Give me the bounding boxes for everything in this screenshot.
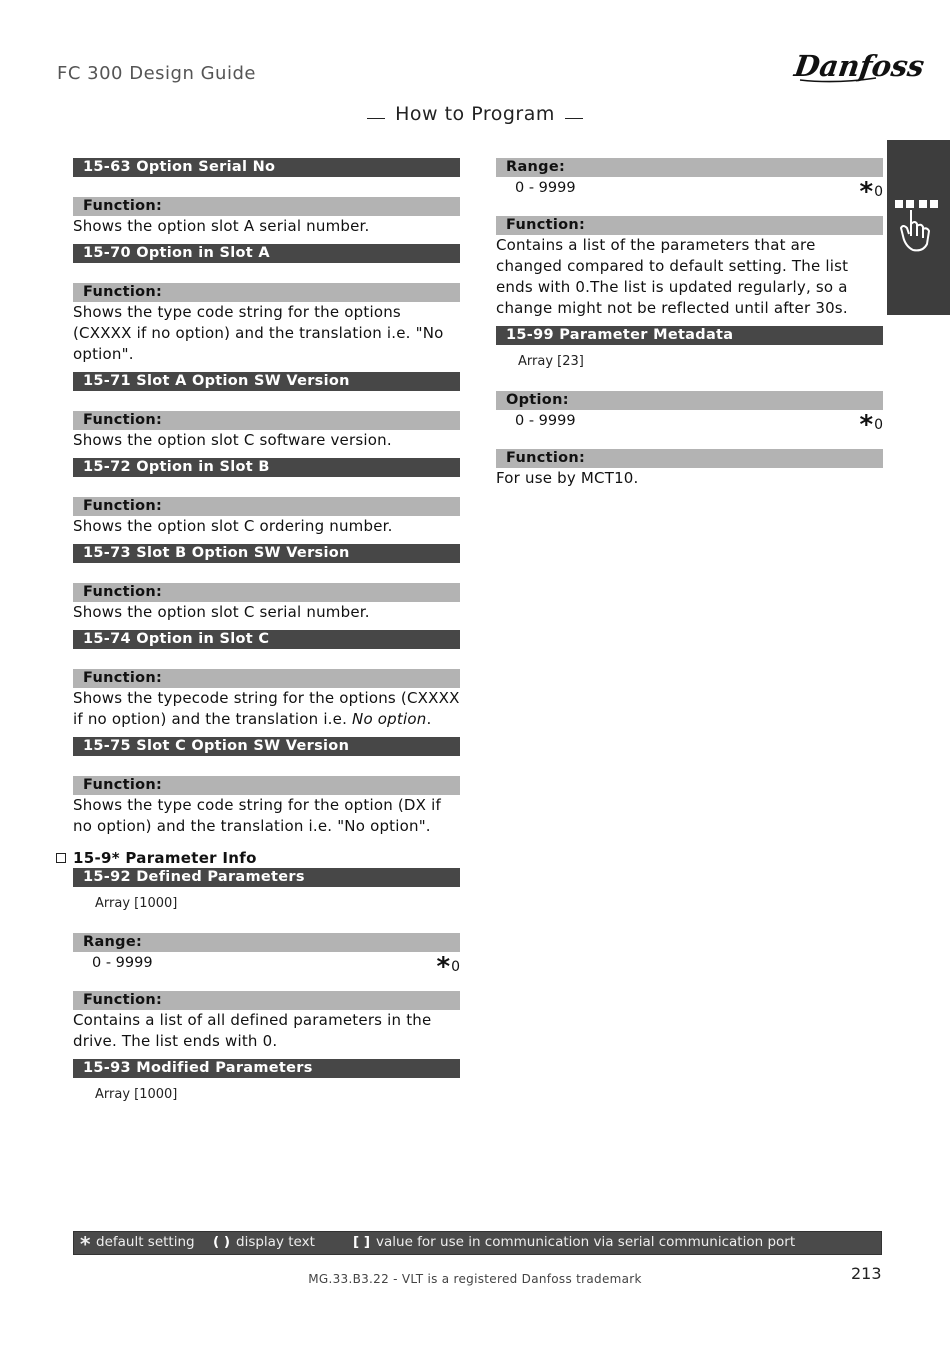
group-heading-15-9: 15-9* Parameter Info [73,848,460,868]
param-title-15-74: 15-74 Option in Slot C [73,630,460,649]
range-label: Range: [496,158,883,177]
function-text: Contains a list of the parameters that are changed compared to default setting. The list ends with 0.The list is updated regularly, so a change might not be reflected until after 30s. [496,236,849,317]
section-title: How to Program [0,103,950,125]
square-bullet-icon [56,853,66,863]
range-value: 0 - 9999 [92,955,153,971]
legend-display-text: display text [236,1234,315,1250]
asterisk-icon: * [859,177,874,207]
range-row [73,952,460,982]
param-title-15-63: 15-63 Option Serial No [73,158,460,177]
legend-paren-key: ( ) [213,1234,231,1250]
function-label: Function: [73,776,460,795]
chapter-tab [887,140,950,315]
default-value: *0 [436,952,460,982]
footer-text: MG.33.B3.22 - VLT is a registered Danfoss trademark [308,1272,642,1286]
function-label: Function: [73,411,460,430]
range-row [496,177,883,207]
param-title-15-92: 15-92 Defined Parameters [73,868,460,887]
function-label: Function: [496,216,883,235]
page-number: 213 [851,1264,882,1283]
function-label: Function: [73,669,460,688]
default-value: *0 [859,410,883,440]
param-title-15-73: 15-73 Slot B Option SW Version [73,544,460,563]
param-title-15-75: 15-75 Slot C Option SW Version [73,737,460,756]
function-label: Function: [73,283,460,302]
array-size: Array [1000] [95,1087,178,1102]
function-text: For use by MCT10. [496,469,639,487]
function-text: Shows the type code string for the option (DX if no option) and the translation i.e. "No option". [73,796,441,835]
danfoss-logo [792,42,927,86]
svg-text:Danfoss: Danfoss [792,49,927,83]
function-label: Function: [73,497,460,516]
param-title-15-72: 15-72 Option in Slot B [73,458,460,477]
option-value: 0 - 9999 [515,413,576,429]
left-column [73,158,460,1102]
hand-keypad-icon [893,196,943,256]
legend-bracket-key: [ ] [353,1234,371,1250]
function-label: Function: [73,583,460,602]
right-column [496,158,883,489]
function-text: Shows the typecode string for the options (CXXXX if no option) and the translation i.e. No option. [73,689,460,728]
array-size: Array [1000] [95,896,178,911]
function-text: Shows the option slot C ordering number. [73,517,393,535]
function-text: Contains a list of all defined parameters in the drive. The list ends with 0. [73,1011,432,1050]
option-row [496,410,883,440]
range-value: 0 - 9999 [515,180,576,196]
legend-default: default setting [96,1234,195,1250]
legend-serial-value: value for use in communication via serial communication port [376,1234,796,1250]
function-label: Function: [73,197,460,216]
function-text: Shows the option slot A serial number. [73,217,370,235]
asterisk-icon: * [80,1232,91,1256]
param-title-15-70: 15-70 Option in Slot A [73,244,460,263]
function-label: Function: [73,991,460,1010]
function-text: Shows the option slot C serial number. [73,603,370,621]
param-title-15-93: 15-93 Modified Parameters [73,1059,460,1078]
function-text: Shows the type code string for the options (CXXXX if no option) and the translation i.e. "No option". [73,303,444,363]
array-size: Array [23] [518,354,584,369]
document-title: FC 300 Design Guide [57,63,256,84]
option-label: Option: [496,391,883,410]
range-label: Range: [73,933,460,952]
function-text: Shows the option slot C software version. [73,431,392,449]
legend-bar [73,1231,882,1255]
default-value: *0 [859,177,883,207]
param-title-15-99: 15-99 Parameter Metadata [496,326,883,345]
asterisk-icon: * [859,410,874,440]
asterisk-icon: * [436,952,451,982]
function-label: Function: [496,449,883,468]
param-title-15-71: 15-71 Slot A Option SW Version [73,372,460,391]
